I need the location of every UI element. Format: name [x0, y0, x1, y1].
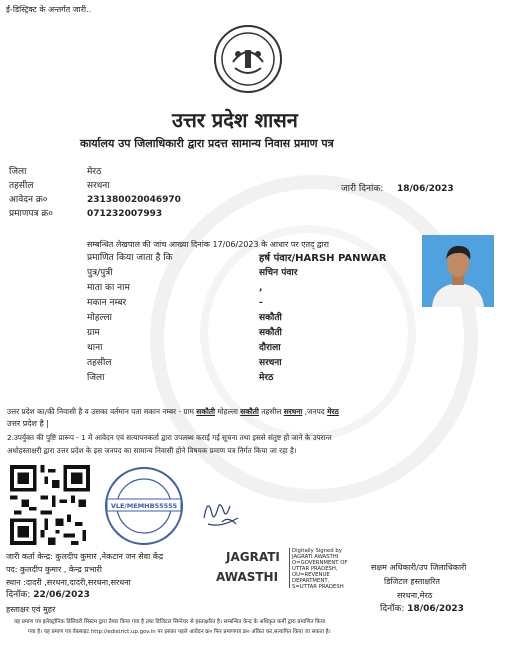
- footer-line1: यह प्रमाण पत्र इलेक्ट्रॉनिक डिलिवरी सिस्टम द्वारा तैयार किया गया है तथा डिजिटल सिग्नेचर से हस्ताक्षरित है। सम्बन्धित केन्द्र के अधिकृत कर्मी द्वारा प्रमाणित किया: [14, 619, 326, 625]
- detail-label: पुत्र/पुत्री: [87, 268, 113, 278]
- meta-value: 071232007993: [87, 209, 163, 219]
- detail-value: -: [259, 298, 263, 308]
- detail-value: सरधना: [259, 358, 282, 368]
- detail-value: मेरठ: [259, 373, 274, 383]
- detail-label: मकान नम्बर: [87, 298, 127, 308]
- signature-divider: [289, 548, 290, 588]
- issuer-date: 22/06/2023: [33, 590, 90, 600]
- detail-label: तहसील: [87, 358, 112, 368]
- detail-label: माता का नाम: [87, 283, 130, 293]
- top-note: ई-डिस्ट्रिक्ट के अन्तर्गत जारी..: [6, 5, 92, 14]
- service-center-stamp: [103, 465, 185, 547]
- para1-mohalla: सकौती: [240, 407, 259, 416]
- detail-label: ग्राम: [87, 328, 100, 338]
- page-subtitle: कार्यालय उप जिलाधिकारी द्वारा प्रदत्त सामान्य निवास प्रमाण पत्र: [80, 137, 334, 150]
- detail-value: ,: [259, 283, 263, 293]
- detail-value: सकौती: [259, 328, 282, 338]
- detail-value: हर्ष पंवार/HARSH PANWAR: [259, 253, 387, 264]
- paragraph-two-line1: 2.उपर्युक्त की पुष्टि प्रारूप - 1 में आवेदन एवं सत्यापनकर्ता द्वारा उपलब्ध कराई गई सूचना तथा इससे संतुष्ट हो जाने के उपरान्त: [7, 433, 332, 442]
- para1-tehsil: सरधना: [283, 407, 303, 416]
- digital-signer-name-line1: JAGRATI: [226, 550, 280, 564]
- paragraph-one-line2: उत्तर प्रदेश है |: [7, 419, 49, 428]
- detail-label: थाना: [87, 343, 103, 353]
- handwritten-signature: [198, 488, 243, 534]
- stamp-code: VLE/MEMHB55555: [110, 502, 178, 510]
- para1-district: मेरठ: [327, 407, 339, 416]
- meta-value: सरधना: [87, 181, 110, 191]
- qr-code-icon: [10, 465, 90, 545]
- detail-value: सचिन पंवार: [259, 268, 298, 278]
- footer-line2: गया है। यह प्रमाण पत्र वेबसाइट http://edistrict.up.gov.in पर इसका पहले आवेदन क्र० फिर प्रमाणपत्र क्र० अंकित कर,सत्यापित किया जा सकता है।: [28, 629, 331, 635]
- meta-label: तहसील: [9, 181, 34, 191]
- issue-date-value: 18/06/2023: [397, 184, 454, 194]
- authority-date: 18/06/2023: [407, 604, 464, 614]
- para1-village: सकौती: [196, 407, 215, 416]
- issue-date-label: जारी दिनांक:: [341, 184, 384, 194]
- signature-seal-label: हस्ताक्षर एवं मुहर: [6, 605, 56, 614]
- applicant-photo: [422, 235, 494, 307]
- digital-signer-name-line2: AWASTHI: [216, 570, 279, 584]
- paragraph-two-line2: अधोहस्ताक्षरी द्वारा उत्तर प्रदेश के इस जनपद का सामान्य निवासी होने विषयक प्रमाण पत्र निर्गत किया जा रहा है।: [7, 446, 297, 455]
- detail-label: जिला: [87, 373, 105, 383]
- detail-label: मोहल्ला: [87, 313, 112, 323]
- detail-value: दौराला: [259, 343, 281, 353]
- paragraph-one: उत्तर प्रदेश का/की निवासी है व उसका वर्तमान पता मकान नम्बर - ग्राम सकौती मोहल्ला सकौती तहसील सरधना ,जनपद मेरठ: [7, 407, 339, 416]
- detail-value: सकौती: [259, 313, 282, 323]
- intro-line: सम्बन्धित लेखपाल की जांच आख्या दिनांक 17/06/2023 के आधार पर एतद् द्वारा: [87, 240, 329, 249]
- meta-label: आवेदन क्र०: [9, 195, 48, 205]
- detail-label: प्रमाणित किया जाता है कि: [87, 253, 173, 263]
- up-government-emblem-icon: [213, 24, 283, 94]
- meta-label: प्रमाणपत्र क्र०: [9, 209, 53, 219]
- page-title: उत्तर प्रदेश शासन: [172, 108, 298, 132]
- meta-value: 231380020046970: [87, 195, 181, 205]
- meta-value: मेरठ: [87, 167, 102, 177]
- meta-label: जिला: [9, 167, 27, 177]
